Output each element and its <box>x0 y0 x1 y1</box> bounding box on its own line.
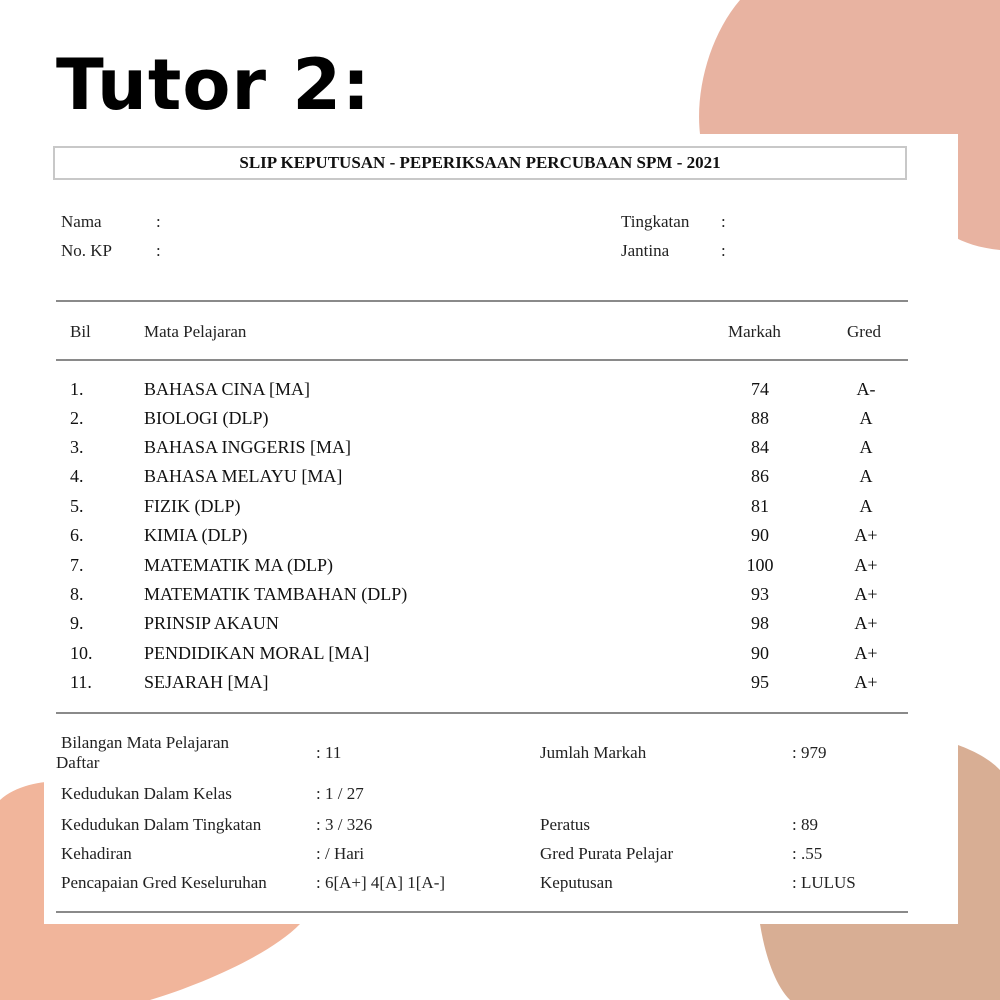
kelas-label: Kedudukan Dalam Kelas <box>61 784 232 803</box>
kehadiran-label: Kehadiran <box>61 844 132 863</box>
divider-top <box>56 300 908 302</box>
peratus-value: : 89 <box>792 815 818 834</box>
table-row <box>44 525 958 554</box>
row-bil: 11. <box>70 672 92 692</box>
row-bil: 3. <box>70 437 84 457</box>
nama-colon: : <box>156 212 161 231</box>
row-bil: 1. <box>70 379 84 399</box>
row-mark: 90 <box>751 525 769 545</box>
header-mark: Markah <box>728 322 781 341</box>
jantina-label: Jantina <box>621 241 670 260</box>
row-grade: A+ <box>854 555 878 575</box>
keputusan-value: : LULUS <box>792 873 856 892</box>
slip-title: SLIP KEPUTUSAN - PEPERIKSAAN PERCUBAAN SPM - 2021 <box>53 146 907 180</box>
row-grade: A- <box>856 379 876 399</box>
gpp-label: Gred Purata Pelajar <box>540 844 674 863</box>
table-row <box>44 466 958 495</box>
table-row <box>44 555 958 584</box>
row-bil: 6. <box>70 525 84 545</box>
row-mark: 90 <box>751 643 769 663</box>
row-grade: A+ <box>854 525 878 545</box>
table-row <box>44 496 958 525</box>
header-subject: Mata Pelajaran <box>144 322 247 341</box>
nama-label: Nama <box>61 212 102 231</box>
row-subject: BAHASA CINA [MA] <box>144 379 311 399</box>
row-mark: 74 <box>751 379 769 399</box>
tingkatan-rank-value: : 3 / 326 <box>316 815 373 834</box>
table-row <box>44 437 958 466</box>
row-subject: BAHASA INGGERIS [MA] <box>144 437 352 457</box>
row-bil: 8. <box>70 584 84 604</box>
header-grade: Gred <box>847 322 881 341</box>
row-subject: SEJARAH [MA] <box>144 672 269 692</box>
table-row <box>44 408 958 437</box>
tingkatan-label: Tingkatan <box>621 212 690 231</box>
kehadiran-value: : / Hari <box>316 844 365 863</box>
row-bil: 2. <box>70 408 84 428</box>
kelas-value: : 1 / 27 <box>316 784 364 803</box>
row-grade: A+ <box>854 584 878 604</box>
row-mark: 95 <box>751 672 769 692</box>
row-subject: MATEMATIK TAMBAHAN (DLP) <box>144 584 408 604</box>
result-slip <box>44 134 958 924</box>
jantina-colon: : <box>721 241 726 260</box>
row-bil: 9. <box>70 613 84 633</box>
table-row <box>44 672 958 701</box>
row-bil: 7. <box>70 555 84 575</box>
row-bil: 10. <box>70 643 93 663</box>
row-grade: A+ <box>854 643 878 663</box>
row-grade: A+ <box>854 672 878 692</box>
row-mark: 86 <box>751 466 769 486</box>
row-grade: A <box>859 466 873 486</box>
jumlah-value: : 979 <box>792 743 827 762</box>
bilangan-value: : 11 <box>316 743 342 762</box>
header-bil: Bil <box>70 322 91 341</box>
keputusan-label: Keputusan <box>540 873 613 892</box>
jumlah-label: Jumlah Markah <box>540 743 647 762</box>
row-subject: PRINSIP AKAUN <box>144 613 279 633</box>
row-mark: 93 <box>751 584 769 604</box>
bilangan-label-cont: Daftar <box>56 753 100 772</box>
table-row <box>44 613 958 642</box>
row-grade: A <box>859 496 873 516</box>
row-grade: A <box>859 408 873 428</box>
row-subject: MATEMATIK MA (DLP) <box>144 555 333 575</box>
divider-header <box>56 359 908 361</box>
divider-bottom <box>56 911 908 913</box>
table-row <box>44 584 958 613</box>
row-bil: 4. <box>70 466 84 486</box>
peratus-label: Peratus <box>540 815 591 834</box>
page-heading: Tutor 2: <box>56 44 372 126</box>
nokp-label: No. KP <box>61 241 113 260</box>
row-subject: FIZIK (DLP) <box>144 496 241 516</box>
bilangan-label: Bilangan Mata Pelajaran <box>61 733 230 752</box>
row-mark: 81 <box>751 496 769 516</box>
row-subject: BAHASA MELAYU [MA] <box>144 466 343 486</box>
row-mark: 88 <box>751 408 769 428</box>
row-mark: 84 <box>751 437 769 457</box>
table-row <box>44 643 958 672</box>
row-subject: KIMIA (DLP) <box>144 525 248 545</box>
pencapaian-value: : 6[A+] 4[A] 1[A-] <box>316 873 446 892</box>
gpp-value: : .55 <box>792 844 823 863</box>
row-mark: 98 <box>751 613 769 633</box>
row-subject: BIOLOGI (DLP) <box>144 408 269 428</box>
table-row <box>44 379 958 408</box>
divider-summary <box>56 712 908 714</box>
row-bil: 5. <box>70 496 84 516</box>
row-grade: A+ <box>854 613 878 633</box>
row-grade: A <box>859 437 873 457</box>
row-mark: 100 <box>746 555 774 575</box>
tingkatan-colon: : <box>721 212 726 231</box>
pencapaian-label: Pencapaian Gred Keseluruhan <box>61 873 267 892</box>
row-subject: PENDIDIKAN MORAL [MA] <box>144 643 370 663</box>
nokp-colon: : <box>156 241 161 260</box>
tingkatan-rank-label: Kedudukan Dalam Tingkatan <box>61 815 262 834</box>
